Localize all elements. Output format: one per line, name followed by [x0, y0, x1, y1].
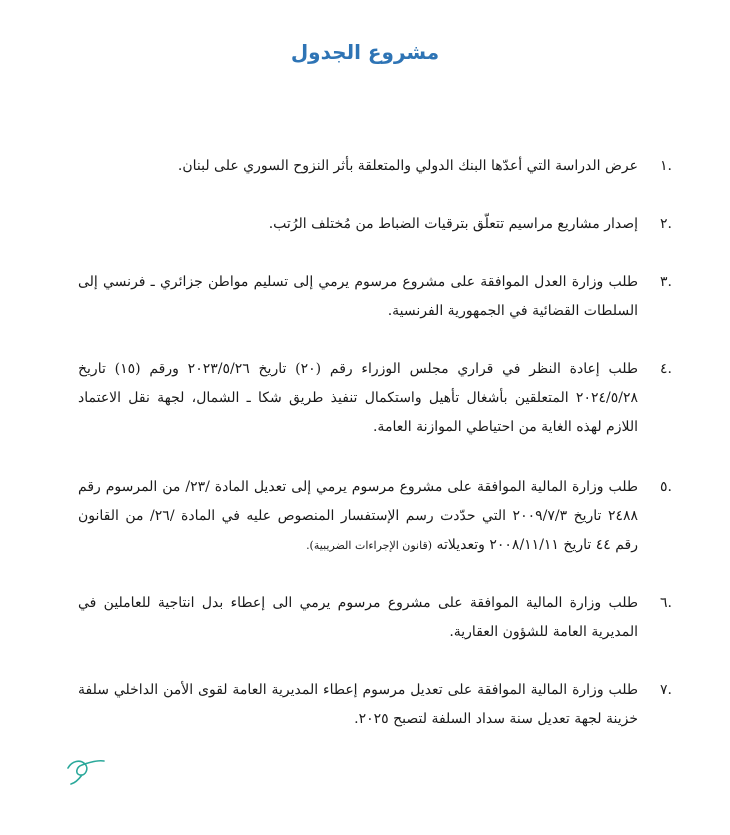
- agenda-item: [78, 355, 672, 442]
- item-number: .١: [660, 158, 672, 174]
- item-text-main: طلب وزارة المالية الموافقة على مشروع مرسوم يرمي إلى تعديل المادة /٢٣/ من المرسوم رقم ٢٤٨٨ تاريخ ٢٠٠٩/٧/٣ التي حدّدت رسم الإستفسار المنصوص عليه في المادة /٢٦/ من القانون رقم ٤٤ تاريخ ٢٠٠٨/١١/١١ وتعديلاته: [78, 479, 639, 553]
- agenda-item: [78, 210, 672, 239]
- item-number: .٤: [660, 361, 672, 377]
- item-text: طلب وزارة العدل الموافقة على مشروع مرسوم يرمي إلى تسليم مواطن جزائري ـ فرنسي إلى السلطات القضائية في الجمهورية الفرنسية.: [78, 274, 638, 319]
- item-number: .٢: [660, 216, 672, 232]
- item-number: .٦: [660, 595, 672, 611]
- item-text: [78, 473, 638, 560]
- agenda-item: [78, 268, 672, 326]
- item-number: .٧: [660, 682, 672, 698]
- agenda-item: [78, 152, 672, 181]
- agenda-item: [78, 589, 672, 647]
- agenda-item: [78, 473, 672, 560]
- document-title: مشروع الجدول: [290, 40, 440, 64]
- item-text: طلب وزارة المالية الموافقة على تعديل مرسوم إعطاء المديرية العامة لقوى الأمن الداخلي سلفة خزينة لجهة تعديل سنة سداد السلفة لتصبح ٢٠٢٥.: [78, 682, 638, 727]
- item-text-note: (قانون الإجراءات الضريبية).: [306, 539, 433, 552]
- handwritten-signature-icon: [64, 752, 106, 786]
- item-number: .٥: [660, 479, 672, 495]
- item-text: عرض الدراسة التي أعدّها البنك الدولي والمتعلقة بأثر النزوح السوري على لبنان.: [177, 158, 638, 174]
- agenda-item: [78, 676, 672, 734]
- item-text: طلب إعادة النظر في قراري مجلس الوزراء رقم (٢٠) تاريخ ٢٠٢٣/٥/٢٦ ورقم (١٥) تاريخ ٢٠٢٤/٥/٢٨ المتعلقين بأشغال تأهيل واستكمال تنفيذ طريق شكا ـ الشمال، لجهة نقل الاعتماد اللازم لهذه الغاية من احتياطي الموازنة العامة.: [78, 361, 638, 435]
- item-number: .٣: [660, 274, 672, 290]
- item-text: طلب وزارة المالية الموافقة على مشروع مرسوم يرمي الى إعطاء بدل انتاجية للعاملين في المديرية العامة للشؤون العقارية.: [78, 595, 638, 640]
- item-text: إصدار مشاريع مراسيم تتعلّق بترقيات الضباط من مُختلف الرُتب.: [268, 216, 638, 232]
